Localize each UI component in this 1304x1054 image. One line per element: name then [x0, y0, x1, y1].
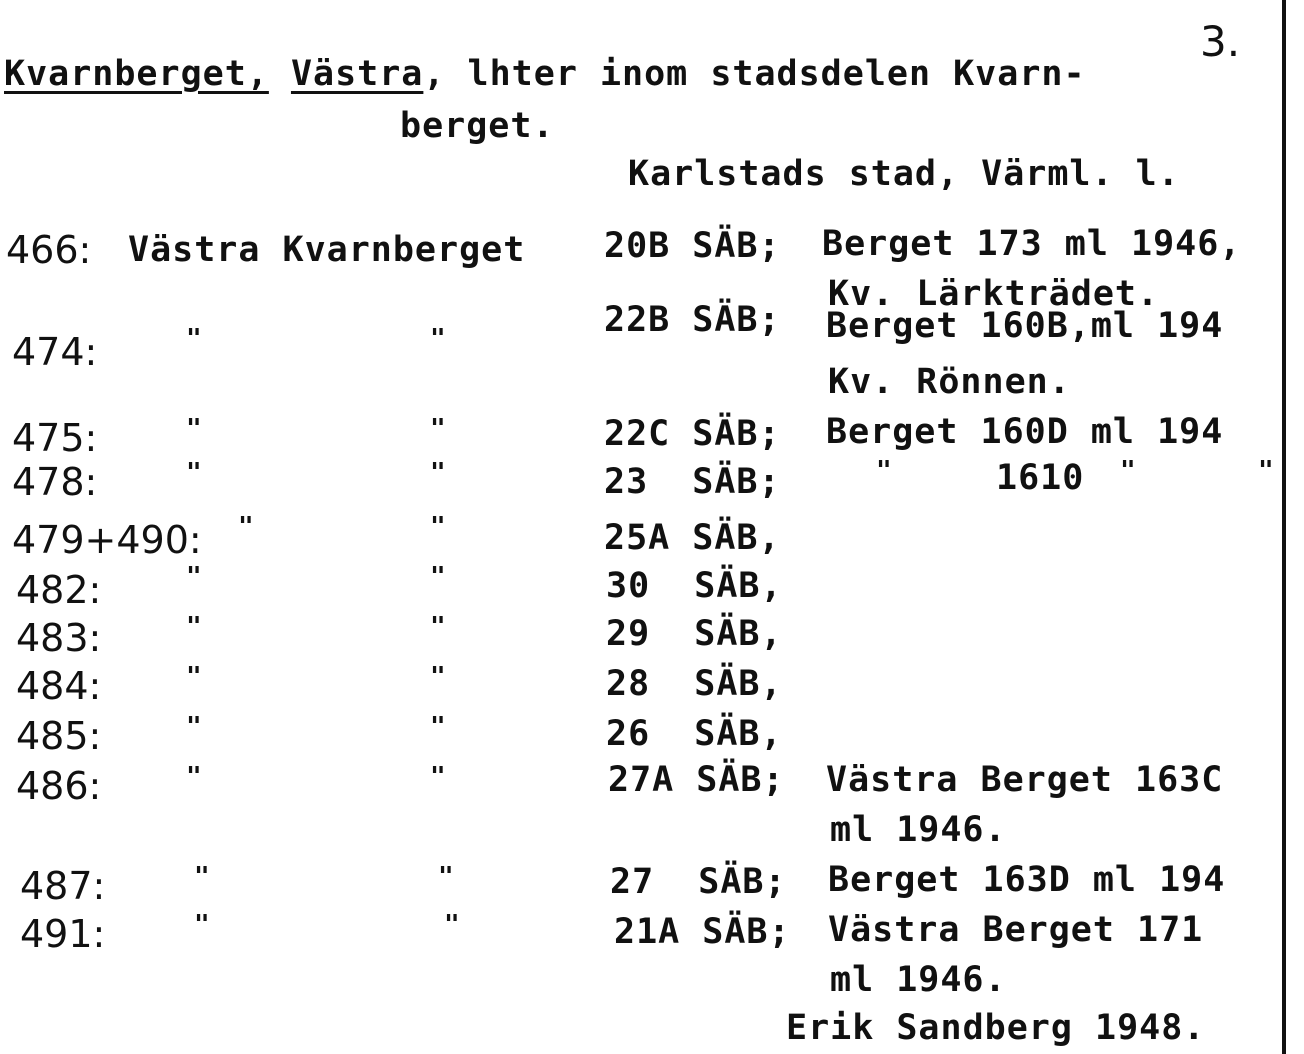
- entry-address-474: 22B SÄB;: [604, 300, 781, 340]
- entry-number-482: 482:: [16, 568, 102, 612]
- entry-number-491: 491:: [20, 912, 106, 956]
- entry-note-474-cont: Kv. Rönnen.: [828, 362, 1071, 402]
- entry-note-466-cont: Kv. Lärkträdet.: [828, 274, 1160, 314]
- entry-number-485: 485:: [16, 714, 102, 758]
- entry-number-474: 474:: [12, 330, 98, 374]
- ditto-mark: ": [186, 324, 202, 354]
- card-edge-line: [1282, 0, 1286, 1054]
- entry-address-482: 30 SÄB,: [606, 566, 783, 606]
- ditto-mark: ": [186, 458, 202, 488]
- ditto-mark: ": [430, 612, 446, 642]
- entry-note-486: Västra Berget 163C: [826, 760, 1224, 800]
- ditto-mark: ": [194, 862, 210, 892]
- entry-number-486: 486:: [16, 764, 102, 808]
- entry-note-475: Berget 160D ml 194: [826, 412, 1224, 452]
- ditto-mark: ": [430, 662, 446, 692]
- entry-address-485: 26 SÄB,: [606, 714, 783, 754]
- entry-note-478: 1610: [996, 458, 1085, 498]
- ditto-mark: ": [186, 612, 202, 642]
- ditto-mark: ": [438, 862, 454, 892]
- ditto-mark: ": [186, 414, 202, 444]
- entry-number-479-490: 479+490:: [12, 518, 202, 562]
- ditto-mark: ": [876, 456, 892, 486]
- entry-number-484: 484:: [16, 664, 102, 708]
- ditto-mark: ": [430, 712, 446, 742]
- ditto-mark: ": [430, 512, 446, 542]
- entry-address-479-490: 25A SÄB,: [604, 518, 781, 558]
- entry-address-487: 27 SÄB;: [610, 862, 787, 902]
- entry-address-466: 20B SÄB;: [604, 226, 781, 266]
- entry-note-474: Berget 160B,ml 194: [826, 306, 1224, 346]
- title-vastra: Västra: [290, 54, 424, 94]
- ditto-mark: ": [186, 662, 202, 692]
- entry-note-466: Berget 173 ml 1946,: [822, 224, 1242, 264]
- signature: Erik Sandberg 1948.: [786, 1008, 1206, 1048]
- entry-address-483: 29 SÄB,: [606, 614, 783, 654]
- entry-number-487: 487:: [20, 864, 106, 908]
- ditto-mark: ": [194, 910, 210, 940]
- entry-address-486: 27A SÄB;: [608, 760, 785, 800]
- entry-number-466: 466:: [6, 228, 92, 272]
- entry-number-475: 475:: [12, 416, 98, 460]
- header-location: Karlstads stad, Värml. l.: [628, 154, 1180, 194]
- entry-address-484: 28 SÄB,: [606, 664, 783, 704]
- entry-note-491: Västra Berget 171: [828, 910, 1204, 950]
- entry-street-466: Västra Kvarnberget: [128, 230, 526, 270]
- entry-number-483: 483:: [16, 616, 102, 660]
- entry-address-478: 23 SÄB;: [604, 462, 781, 502]
- ditto-mark: ": [430, 562, 446, 592]
- title-rest: , lhter inom stadsdelen Kvarn-: [423, 54, 1086, 94]
- ditto-mark: ": [430, 324, 446, 354]
- entry-note-487: Berget 163D ml 194: [828, 860, 1226, 900]
- header-title-line: [4, 54, 1086, 94]
- ditto-mark: ": [186, 762, 202, 792]
- ditto-mark: ": [444, 910, 460, 940]
- entry-note-491-cont: ml 1946.: [830, 960, 1007, 1000]
- page-number: 3.: [1200, 17, 1241, 66]
- header-title-continuation: berget.: [400, 106, 555, 146]
- ditto-mark: ": [186, 562, 202, 592]
- entry-address-475: 22C SÄB;: [604, 414, 781, 454]
- entry-note-486-cont: ml 1946.: [830, 810, 1007, 850]
- ditto-mark: ": [238, 512, 254, 542]
- ditto-mark: ": [430, 414, 446, 444]
- ditto-mark: ": [430, 762, 446, 792]
- entry-number-478: 478:: [12, 460, 98, 504]
- entry-address-491: 21A SÄB;: [614, 912, 791, 952]
- ditto-mark: ": [1120, 456, 1136, 486]
- ditto-mark: ": [186, 712, 202, 742]
- title-kvarnberget: Kvarnberget,: [4, 54, 269, 94]
- ditto-mark: ": [1258, 456, 1274, 486]
- ditto-mark: ": [430, 458, 446, 488]
